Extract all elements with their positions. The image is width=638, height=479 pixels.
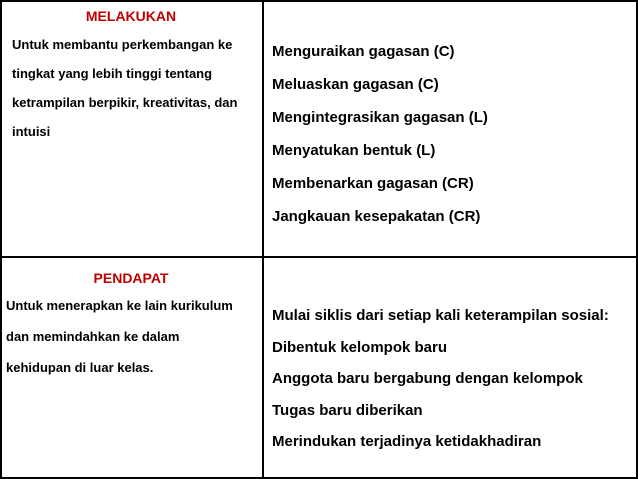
row1-description-line: Untuk membantu perkembangan ke bbox=[12, 37, 233, 52]
row1-item: Menguraikan gagasan (C) bbox=[272, 43, 455, 60]
row2-item: Dibentuk kelompok baru bbox=[272, 338, 448, 356]
row2-item: Tugas baru diberikan bbox=[272, 401, 423, 419]
row1-item: Mengintegrasikan gagasan (L) bbox=[272, 109, 488, 126]
row2-heading: PENDAPAT bbox=[93, 270, 169, 286]
row-divider bbox=[0, 256, 638, 258]
row1-item: Jangkauan kesepakatan (CR) bbox=[272, 208, 481, 225]
row1-item: Meluaskan gagasan (C) bbox=[272, 76, 439, 93]
row2-item: Mulai siklis dari setiap kali keterampilan sosial: bbox=[272, 307, 609, 324]
row2-item: Anggota baru bergabung dengan kelompok bbox=[272, 370, 583, 387]
row2-item: Merindukan terjadinya ketidakhadiran bbox=[272, 433, 542, 450]
row1-description-line: intuisi bbox=[12, 124, 51, 139]
row1-heading: MELAKUKAN bbox=[85, 8, 177, 24]
row1-description-line: ketrampilan berpikir, kreativitas, dan bbox=[12, 95, 238, 110]
row1-item-list bbox=[272, 35, 488, 233]
row2-description bbox=[6, 290, 258, 383]
row1-item: Membenarkan gagasan (CR) bbox=[272, 175, 474, 192]
row1-description bbox=[12, 30, 258, 146]
row2-item-list bbox=[272, 300, 609, 458]
column-divider bbox=[262, 0, 264, 479]
row1-description-line: tingkat yang lebih tinggi tentang bbox=[12, 66, 213, 81]
row2-description-line: Untuk menerapkan ke lain kurikulum bbox=[6, 298, 233, 313]
row2-description-line: dan memindahkan ke dalam bbox=[6, 329, 180, 344]
row1-item: Menyatukan bentuk (L) bbox=[272, 142, 436, 159]
row2-description-line: kehidupan di luar kelas. bbox=[6, 360, 154, 375]
